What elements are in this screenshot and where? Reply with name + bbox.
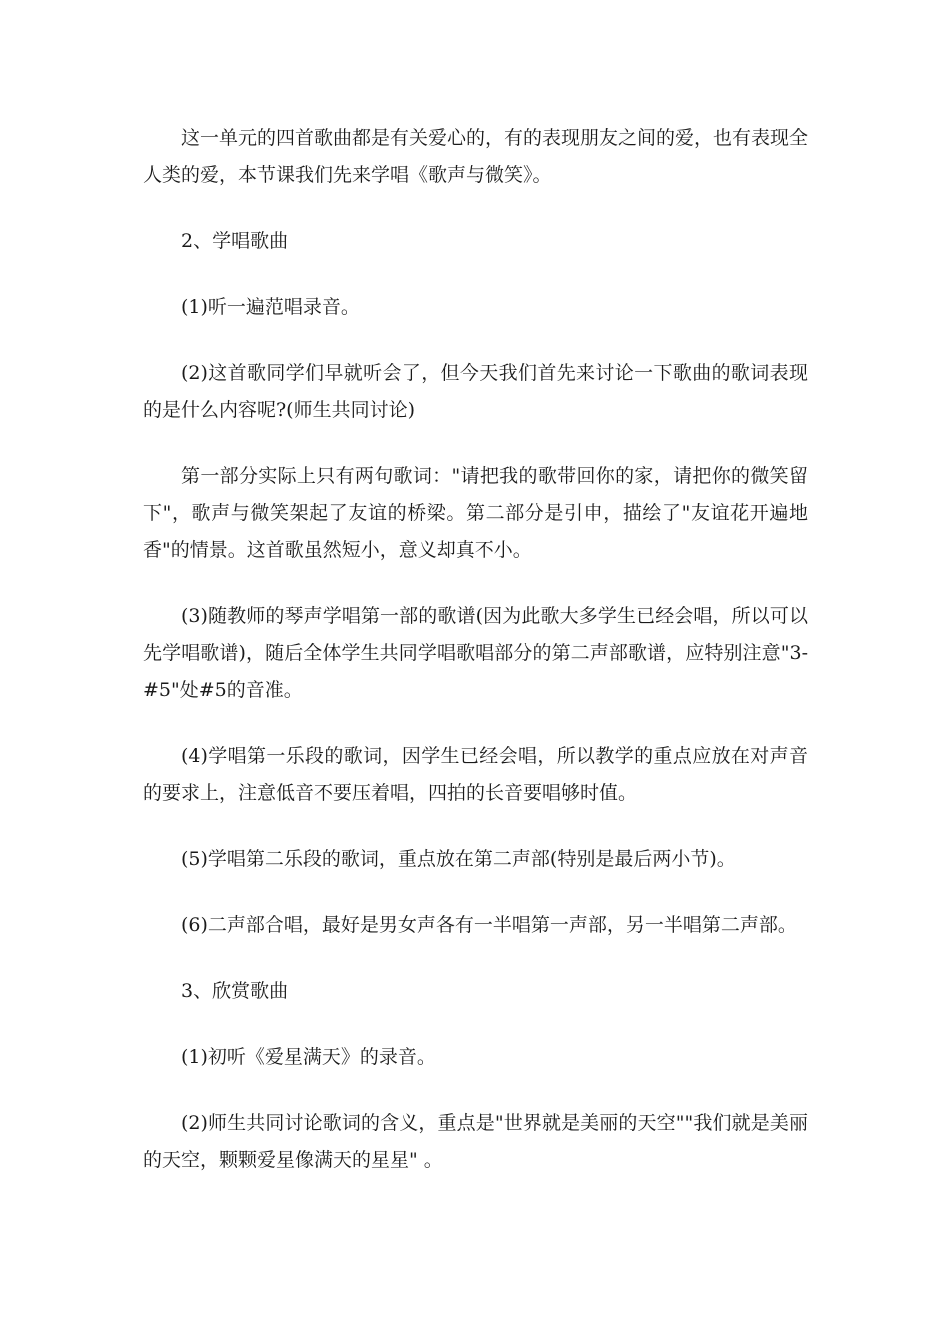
- paragraph-step-1: (1)听一遍范唱录音。: [181, 296, 360, 318]
- paragraph-step-6: (6)二声部合唱，最好是男女声各有一半唱第一声部，另一半唱第二声部。: [181, 914, 797, 936]
- section-heading-appreciate-song: 3、欣赏歌曲: [181, 980, 289, 1002]
- paragraph-step-5: (5)学唱第二乐段的歌词，重点放在第二声部(特别是最后两小节)。: [181, 848, 736, 870]
- paragraph-step-4: (4)学唱第一乐段的歌词，因学生已经会唱，所以教学的重点应放在对声音的要求上，注意低音不要压着唱，四拍的长音要唱够时值。: [143, 745, 808, 804]
- paragraph-intro: 这一单元的四首歌曲都是有关爱心的，有的表现朋友之间的爱，也有表现全人类的爱，本节课我们先来学唱《歌声与微笑》。: [143, 127, 809, 186]
- section-heading-learn-song: 2、学唱歌曲: [181, 230, 289, 252]
- paragraph-appreciate-step-1: (1)初听《爱星满天》的录音。: [181, 1046, 436, 1068]
- paragraph-lyrics-discussion: 第一部分实际上只有两句歌词："请把我的歌带回你的家，请把你的微笑留下"，歌声与微笑架起了友谊的桥梁。第二部分是引申，描绘了"友谊花开遍地香"的情景。这首歌虽然短小，意义却真不小。: [143, 465, 808, 561]
- paragraph-step-3: (3)随教师的琴声学唱第一部的歌谱(因为此歌大多学生已经会唱，所以可以先学唱歌谱)，随后全体学生共同学唱歌唱部分的第二声部歌谱，应特别注意"3-#5"处#5的音准。: [143, 605, 808, 701]
- paragraph-appreciate-step-2: (2)师生共同讨论歌词的含义，重点是"世界就是美丽的天空""我们就是美丽的天空，颗颗爱星像满天的星星" 。: [143, 1112, 808, 1171]
- document-body: [143, 120, 808, 1208]
- paragraph-step-2: (2)这首歌同学们早就听会了，但今天我们首先来讨论一下歌曲的歌词表现的是什么内容呢?(师生共同讨论): [143, 362, 808, 421]
